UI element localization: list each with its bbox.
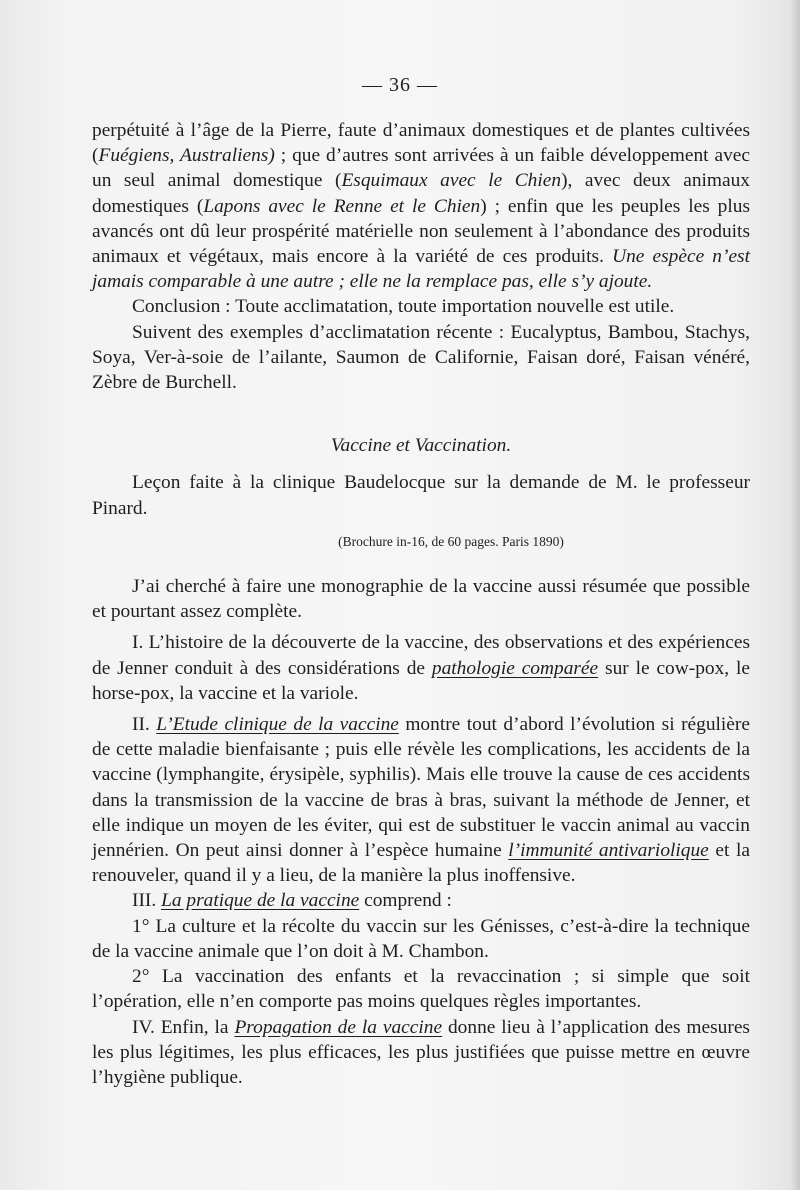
italic-run: Fuégiens, Australiens) — [98, 145, 275, 167]
text-run: ), avec deux animaux domestiques ( — [92, 170, 750, 217]
conclusion-paragraph: Conclusion : Toute acclimatation, toute importation nouvelle est utile. — [132, 296, 675, 318]
page-body — [92, 118, 750, 1090]
brochure-reference: (Brochure in-16, de 60 pages. Paris 1890) — [338, 533, 564, 549]
page-number: — 36 — — [362, 74, 438, 96]
page-edge-shadow — [790, 0, 800, 1190]
underlined-italic-run: pathologie comparée — [431, 657, 599, 679]
paragraph-continuation — [92, 118, 750, 294]
text-run: IV. Enfin, la — [132, 1016, 235, 1038]
text-run: et la renouveler, quand il y a lieu, de la manière la plus inoffensive. — [92, 840, 750, 887]
text-run: perpétuité à l’âge de la Pierre, faute d’animaux domestiques et de plantes cultivées ( — [92, 120, 750, 167]
point-3-paragraph — [92, 888, 750, 913]
lecture-note: Leçon faite à la clinique Baudelocque sur la demande de M. le professeur Pinard. — [92, 472, 750, 519]
section-title: Vaccine et Vaccination. — [330, 435, 512, 457]
text-run: III. — [132, 890, 162, 912]
text-run: ) ; enfin que les peuples les plus avancés ont dû leur prospérité matérielle non seulement à l’abondance des produits animaux et végétaux, mais encore à la variété de ces produits. — [92, 195, 750, 268]
point-3-1-paragraph: 1° La culture et la récolte du vaccin sur les Génisses, c’est-à-dire la technique de la vaccine animale que l’on doit à M. Chambon. — [92, 915, 750, 962]
text-run: donne lieu à l’application des mesures les plus légitimes, les plus efficaces, les plus justifiées que puisse mettre en œuvre l’hygiène publique. — [92, 1016, 750, 1088]
text-run: sur le cow-pox, le horse-pox, la vaccine et la variole. — [92, 657, 750, 704]
underlined-italic-run: La pratique de la vaccine — [161, 890, 360, 912]
point-3-2-paragraph: 2° La vaccination des enfants et la revaccination ; si simple que soit l’opération, elle n’en comporte pas moins quelques règles importantes. — [92, 966, 750, 1013]
examples-paragraph: Suivent des exemples d’acclimatation récente : Eucalyptus, Bambou, Stachys, Soya, Ver-à-soie de l’ailante, Saumon de Californie, Faisan doré, Faisan vénéré, Zèbre de Burchell. — [92, 321, 750, 394]
text-run: I. L’histoire de la découverte de la vaccine, des observations et des expériences de Jenner conduit à des considérations de — [92, 632, 750, 679]
underlined-italic-run: L’Etude clinique de la vaccine — [156, 714, 399, 736]
text-run: comprend : — [359, 890, 452, 912]
text-run: II. — [132, 714, 157, 736]
underlined-italic-run: l’immunité antivariolique — [508, 840, 709, 862]
point-1-paragraph — [92, 630, 750, 706]
italic-run: Une espèce n’est jamais comparable à une autre ; elle ne la remplace pas, elle s’y ajoute. — [92, 246, 750, 293]
italic-run: Esquimaux avec le Chien — [341, 170, 562, 192]
intro-paragraph: J’ai cherché à faire une monographie de la vaccine aussi résumée que possible et pourtant assez complète. — [92, 576, 750, 623]
underlined-italic-run: Propagation de la vaccine — [234, 1016, 443, 1038]
italic-run: Lapons avec le Renne et le Chien — [203, 195, 481, 217]
text-run: ; que d’autres sont arrivées à un faible développement avec un seul animal domestique ( — [92, 145, 750, 192]
text-run: montre tout d’abord l’évolution si régulière de cette maladie bienfaisante ; puis elle révèle les complications, les accidents de la vaccine (lymphangite, érysipèle, syphilis). Mais elle trouve la cause de ces accidents dans la transmission de la vaccine de bras à bras, suivant la méthode de Jenner, et elle indique un moyen de les éviter, qui est de substituer le vaccin animal au vaccin jennérien. On peut ainsi donner à l’espèce humaine — [92, 714, 750, 862]
point-2-paragraph — [92, 712, 750, 888]
point-4-paragraph — [92, 1015, 750, 1091]
